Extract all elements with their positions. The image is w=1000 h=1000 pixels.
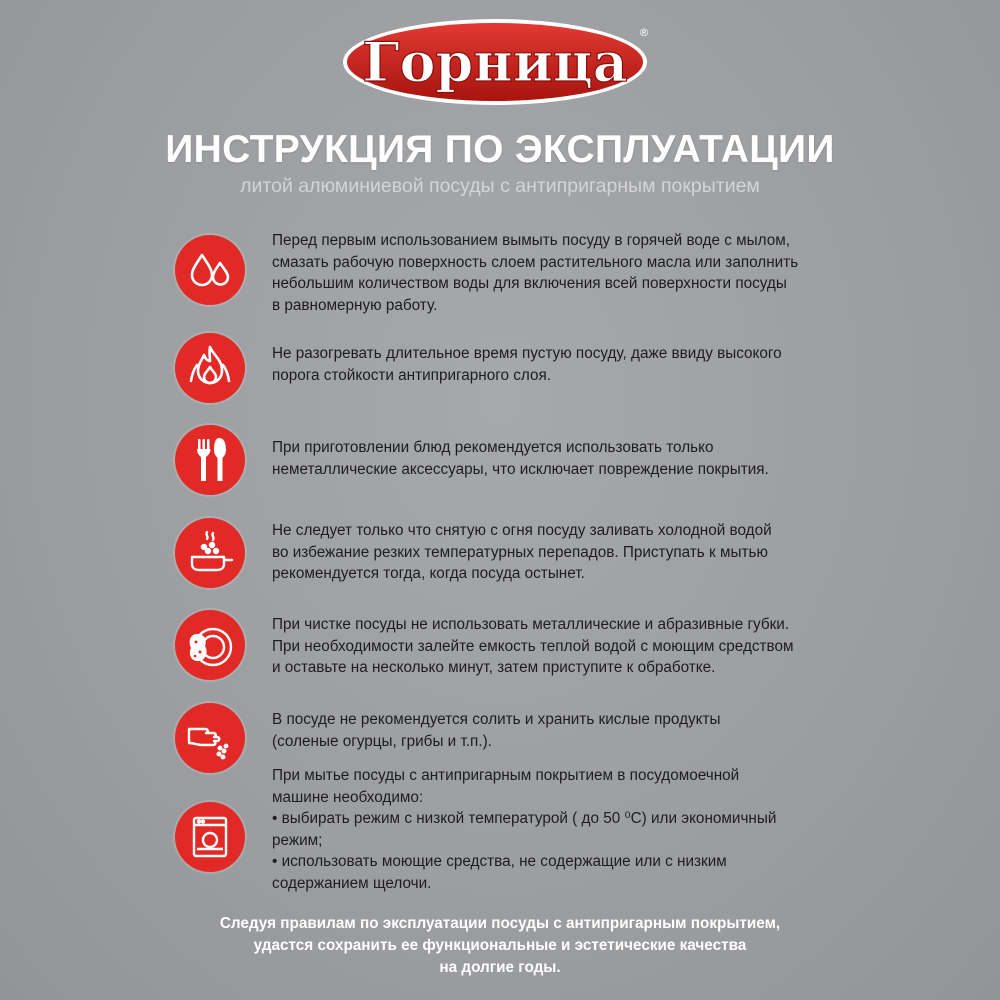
instruction-text: При приготовлении блюд рекомендуется использовать только неметаллические аксессуары, что исключает повреждение покрытия. bbox=[272, 439, 769, 478]
salt-hand-icon bbox=[175, 703, 245, 773]
instruction-text: Не разогревать длительное время пустую посуду, даже ввиду высокого порога стойкости антипригарного слоя. bbox=[272, 345, 782, 384]
registered-mark: ® bbox=[638, 26, 650, 39]
instruction-text: При чистке посуды не использовать металлические и абразивные губки. При необходимости залейте емкость теплой водой с моющим средством и оставьте на несколько минут, затем приступите к обработке. bbox=[272, 616, 794, 676]
water-drops-icon bbox=[175, 235, 245, 305]
instruction-text: В посуде не рекомендуется солить и хранить кислые продукты (соленые огурцы, грибы и т.п.). bbox=[272, 711, 721, 750]
hot-pan-icon bbox=[175, 518, 245, 588]
brand-logo-emblem bbox=[338, 12, 656, 110]
page-title: ИНСТРУКЦИЯ ПО ЭКСПЛУАТАЦИИ bbox=[165, 128, 835, 171]
instruction-text: Не следует только что снятую с огня посуду заливать холодной водой во избежание резких температурных перепадов. Приступать к мытью рекомендуется тогда, когда посуда остынет. bbox=[272, 522, 772, 582]
dishwasher-icon bbox=[175, 802, 245, 872]
page-subtitle: литой алюминиевой посуды с антипригарным покрытием bbox=[240, 175, 760, 197]
instruction-text: При мытье посуды с антипригарным покрытием в посудомоечной машине необходимо: • выбирать режим с низкой температурой ( до 50 ⁰С) или экономичный режим; • использовать моющие средства, не содержащие или с низким содержанием щелочи. bbox=[272, 767, 777, 892]
brand-logo bbox=[338, 12, 656, 110]
instruction-text: Перед первым использованием вымыть посуду в горячей воде с мылом, смазать рабочую поверхность слоем растительного масла или заполнить небольшим количеством воды для включения всей поверхности посуды в равномерную работу. bbox=[272, 232, 799, 314]
sponge-plate-icon bbox=[175, 610, 245, 680]
fork-spatula-icon bbox=[175, 425, 245, 495]
footer-note: Следуя правилам по эксплуатации посуды с антипригарным покрытием, удастся сохранить ее функциональные и эстетические качества на долгие годы. bbox=[219, 915, 781, 976]
flame-icon bbox=[175, 333, 245, 403]
brand-logo-text: Горница bbox=[362, 30, 628, 94]
